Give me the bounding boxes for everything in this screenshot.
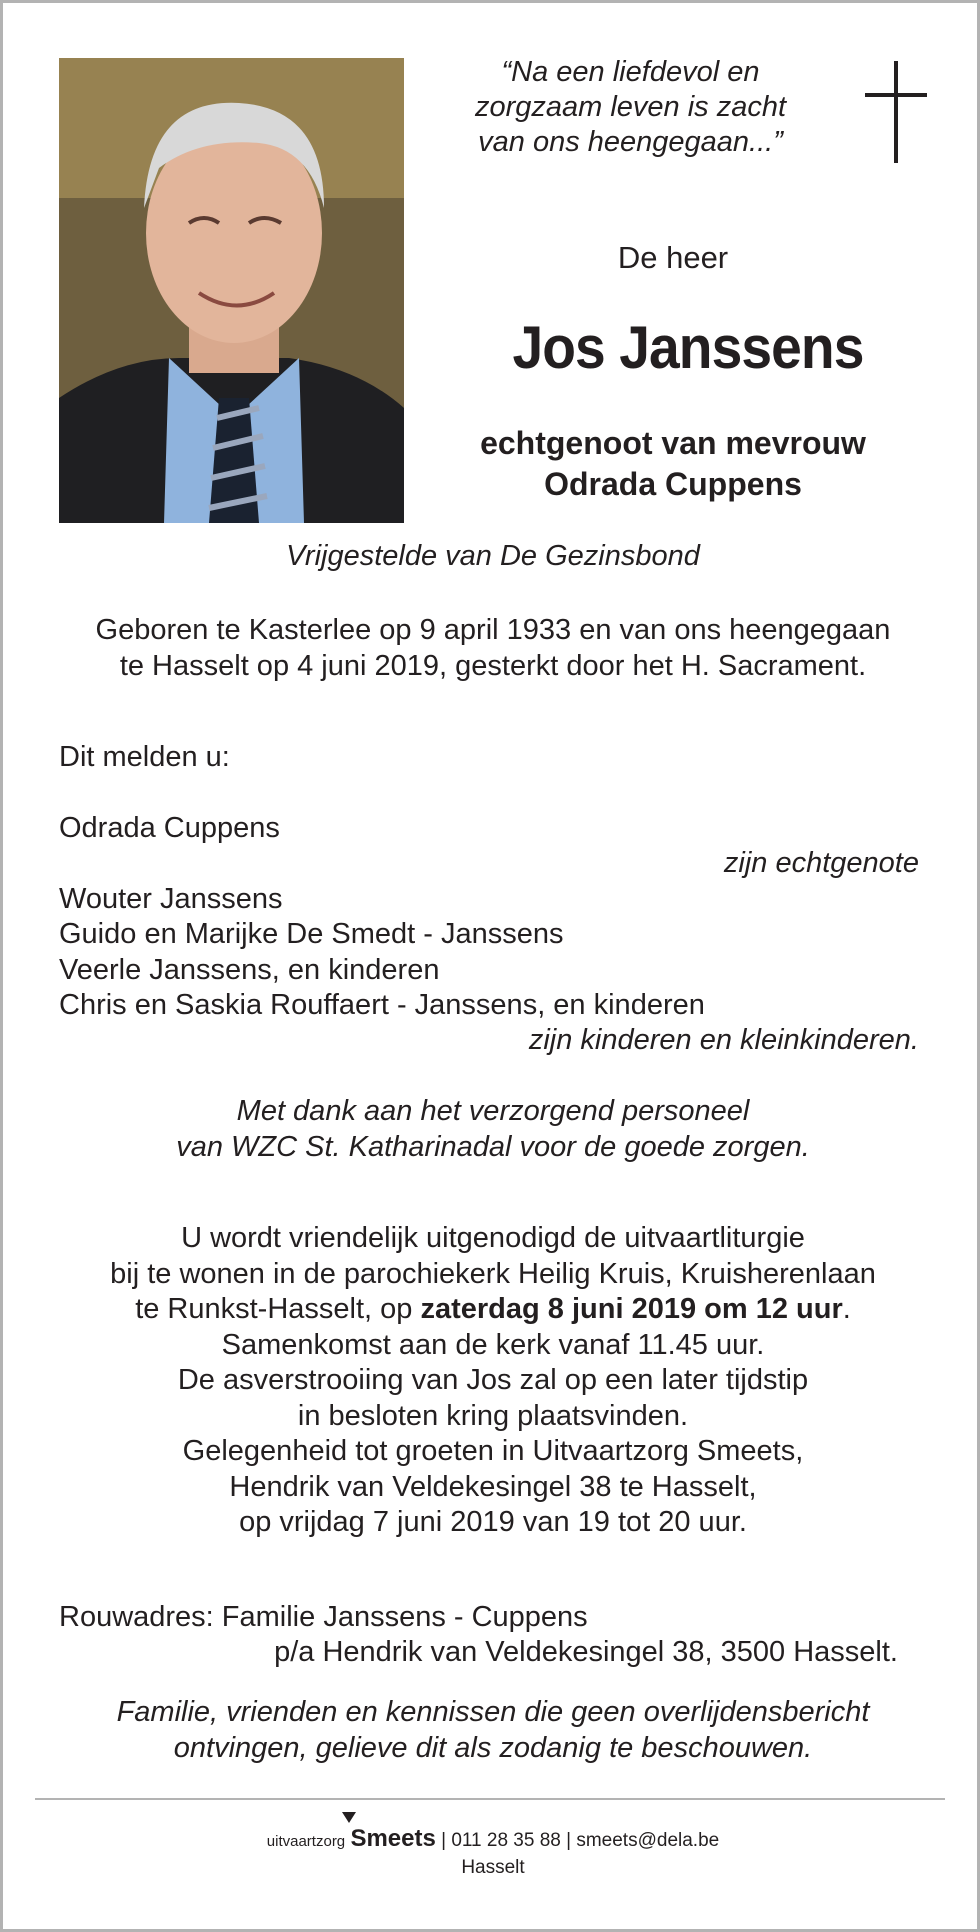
brand-name: Smeets (350, 1825, 436, 1852)
opening-quote (443, 55, 818, 160)
spouse-relation: echtgenoot van mevrouw (480, 425, 866, 461)
invitation-text: te Runkst-Hasselt, op (135, 1293, 421, 1325)
quote-line: van ons heengegaan...” (478, 126, 783, 158)
divider (35, 1798, 945, 1800)
born-line: Geboren te Kasterlee op 9 april 1933 en van ons heengegaan (95, 614, 891, 646)
birth-death-info (43, 612, 943, 684)
mourning-address-street: p/a Hendrik van Veldekesingel 38, 3500 Hasselt. (274, 1636, 898, 1668)
thanks-line: Met dank aan het verzorgend personeel (236, 1095, 750, 1127)
triangle-icon (342, 1812, 356, 1823)
brand-logo (350, 1825, 435, 1852)
invitation-line (43, 1292, 943, 1328)
thanks-note (43, 1093, 943, 1165)
footer-city: Hasselt (461, 1857, 525, 1878)
family-child: Guido en Marijke De Smedt - Janssens (59, 918, 564, 950)
family-child: Wouter Janssens (59, 883, 283, 915)
spouse-line (423, 423, 923, 505)
invitation-line: U wordt vriendelijk uitgenodigd de uitvaartliturgie (181, 1222, 805, 1254)
deceased-name: Jos Janssens (512, 314, 864, 381)
honorary-title: Vrijgestelde van De Gezinsbond (286, 540, 700, 572)
notice (43, 1694, 943, 1766)
notice-line: Familie, vrienden en kennissen die geen overlijdensbericht (116, 1696, 870, 1728)
quote-line: zorgzaam leven is zacht (474, 91, 787, 123)
quote-line: “Na een liefdevol en (501, 56, 760, 88)
invitation-line: op vrijdag 7 juni 2019 van 19 tot 20 uur. (239, 1506, 747, 1538)
thanks-line: van WZC St. Katharinadal voor de goede zorgen. (176, 1131, 810, 1163)
born-line: te Hasselt op 4 juni 2019, gesterkt door het H. Sacrament. (119, 650, 867, 682)
family-children-role: zijn kinderen en kleinkinderen. (528, 1024, 919, 1056)
footer (43, 1825, 943, 1879)
invitation-text: . (842, 1293, 851, 1325)
brand-prefix: uitvaartzorg (266, 1833, 346, 1850)
portrait-illustration (59, 58, 404, 523)
family-child: Veerle Janssens, en kinderen (59, 954, 440, 986)
family-spouse-name: Odrada Cuppens (59, 812, 280, 844)
invitation-line: Samenkomst aan de kerk vanaf 11.45 uur. (221, 1328, 765, 1361)
footer-line (43, 1825, 943, 1853)
invitation-line: in besloten kring plaatsvinden. (297, 1399, 689, 1432)
invitation-line: bij te wonen in de parochiekerk Heilig Kruis, Kruisherenlaan (110, 1257, 876, 1290)
family-child: Chris en Saskia Rouffaert - Janssens, en kinderen (59, 989, 705, 1021)
invitation-line: Gelegenheid tot groeten in Uitvaartzorg Smeets, (182, 1435, 804, 1467)
spouse-name: Odrada Cuppens (544, 466, 802, 502)
invitation-line: De asverstrooiing van Jos zal op een later tijdstip (177, 1364, 809, 1396)
footer-contact: | 011 28 35 88 | smeets@dela.be (441, 1830, 720, 1851)
mourning-address: Rouwadres: Familie Janssens - Cuppens (59, 1601, 588, 1633)
cross-icon (865, 61, 927, 163)
portrait-photo (59, 58, 404, 523)
announce-line: Dit melden u: (59, 741, 230, 773)
notice-line: ontvingen, gelieve dit als zodanig te beschouwen. (173, 1732, 813, 1764)
family-spouse-role: zijn echtgenote (723, 847, 919, 879)
funeral-invitation (43, 1221, 943, 1541)
salutation: De heer (617, 240, 729, 275)
invitation-line: Hendrik van Veldekesingel 38 te Hasselt, (229, 1470, 757, 1503)
funeral-datetime: zaterdag 8 juni 2019 om 12 uur (420, 1293, 843, 1325)
